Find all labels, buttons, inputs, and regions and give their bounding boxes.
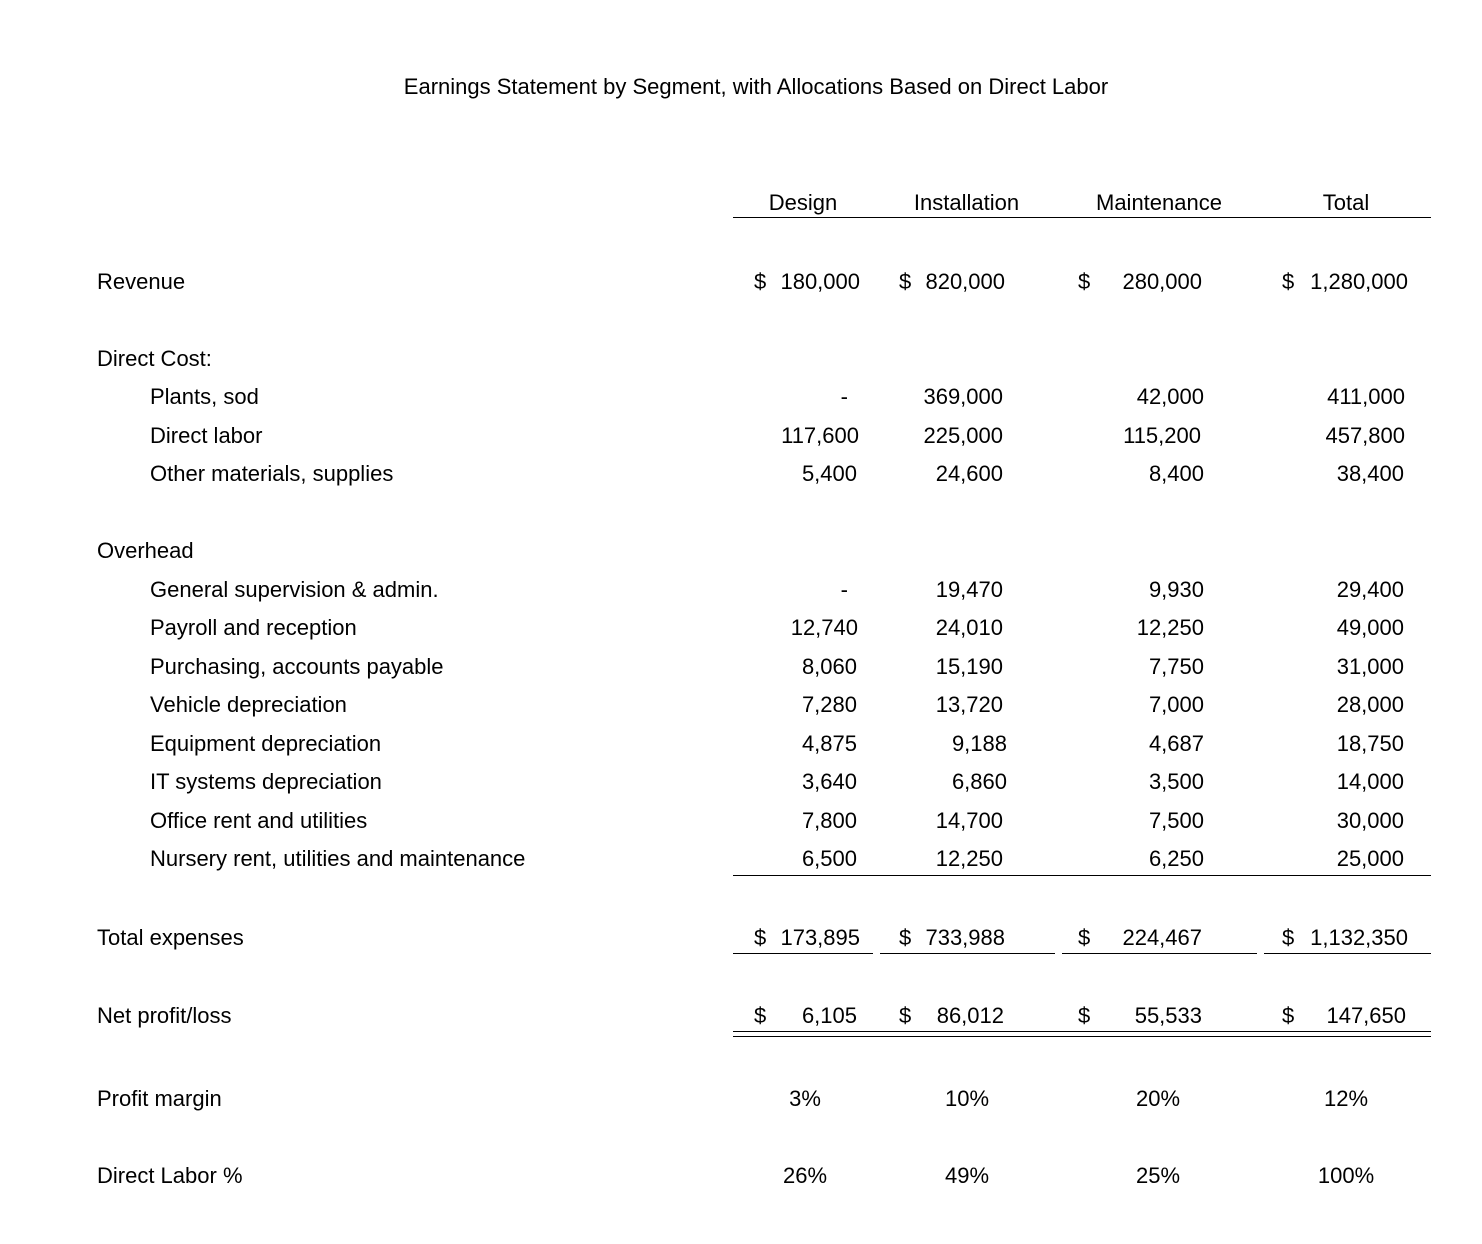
- cell-installation: 6,860: [951, 769, 1007, 794]
- currency-symbol: $: [754, 925, 767, 950]
- cell-installation: 24,600: [935, 461, 1003, 486]
- cell-maintenance: 12,250: [1136, 615, 1204, 640]
- double-underline-bottom: [733, 1036, 1431, 1037]
- cell-maintenance: 9,930: [1148, 577, 1204, 602]
- direct-labor-pct-total: 100%: [1317, 1163, 1375, 1188]
- cell-total: 14,000: [1336, 769, 1404, 794]
- cell-maintenance: 7,500: [1148, 808, 1204, 833]
- cell-total: 38,400: [1336, 461, 1404, 486]
- profit-margin-label: Profit margin: [97, 1086, 222, 1111]
- cell-design: 7,280: [801, 692, 857, 717]
- net-profit-total: 147,650: [1326, 1003, 1406, 1028]
- row-label-payroll: Payroll and reception: [150, 615, 357, 640]
- row-label-vehicle-depreciation: Vehicle depreciation: [150, 692, 347, 717]
- column-header-total: Total: [1322, 190, 1370, 215]
- cell-design: 12,740: [790, 615, 858, 640]
- revenue-label: Revenue: [97, 269, 186, 294]
- cell-installation: 225,000: [923, 423, 1003, 448]
- total-underline: [1264, 953, 1431, 954]
- cell-maintenance: 3,500: [1148, 769, 1204, 794]
- row-label-general-supervision: General supervision & admin.: [150, 577, 439, 602]
- currency-symbol: $: [899, 269, 912, 294]
- cell-maintenance: 6,250: [1148, 846, 1204, 871]
- cell-total: 25,000: [1336, 846, 1404, 871]
- cell-design: -: [840, 577, 848, 602]
- revenue-installation: 820,000: [925, 269, 1005, 294]
- cell-total: 411,000: [1327, 384, 1405, 409]
- currency-symbol: $: [1078, 925, 1091, 950]
- net-profit-design: 6,105: [801, 1003, 857, 1028]
- cell-installation: 15,190: [935, 654, 1003, 679]
- total-underline: [733, 953, 873, 954]
- cell-design: 3,640: [801, 769, 857, 794]
- currency-symbol: $: [1282, 269, 1295, 294]
- currency-symbol: $: [1282, 1003, 1295, 1028]
- profit-margin-maintenance: 20%: [1135, 1086, 1181, 1111]
- subtotal-rule: [733, 875, 1431, 876]
- cell-total: 457,800: [1325, 423, 1405, 448]
- cell-maintenance: 42,000: [1136, 384, 1204, 409]
- direct-labor-pct-installation: 49%: [944, 1163, 990, 1188]
- cell-installation: 369,000: [923, 384, 1003, 409]
- cell-design: 8,060: [801, 654, 857, 679]
- profit-margin-design: 3%: [789, 1086, 821, 1111]
- profit-margin-installation: 10%: [944, 1086, 990, 1111]
- total-underline: [880, 953, 1055, 954]
- row-label-office-rent: Office rent and utilities: [150, 808, 368, 833]
- cell-design: 6,500: [801, 846, 857, 871]
- cell-design: 7,800: [801, 808, 857, 833]
- cell-installation: 13,720: [935, 692, 1003, 717]
- column-header-design: Design: [768, 190, 838, 215]
- double-underline-top: [733, 1031, 1431, 1032]
- currency-symbol: $: [754, 269, 767, 294]
- total-expenses-label: Total expenses: [97, 925, 244, 950]
- currency-symbol: $: [1282, 925, 1295, 950]
- cell-total: 30,000: [1336, 808, 1404, 833]
- currency-symbol: $: [899, 1003, 912, 1028]
- revenue-design: 180,000: [780, 269, 860, 294]
- cell-design: 4,875: [801, 731, 857, 756]
- cell-total: 28,000: [1336, 692, 1404, 717]
- row-label-purchasing: Purchasing, accounts payable: [150, 654, 444, 679]
- header-underline: [733, 217, 1431, 218]
- cell-installation: 19,470: [935, 577, 1003, 602]
- page-title: Earnings Statement by Segment, with Allocations Based on Direct Labor: [403, 74, 1109, 99]
- cell-design: 117,600: [781, 423, 859, 448]
- column-header-installation: Installation: [913, 190, 1020, 215]
- row-label-it-depreciation: IT systems depreciation: [150, 769, 382, 794]
- cell-maintenance: 4,687: [1148, 731, 1204, 756]
- cell-total: 29,400: [1336, 577, 1404, 602]
- cell-maintenance: 8,400: [1148, 461, 1204, 486]
- direct-labor-pct-design: 26%: [782, 1163, 828, 1188]
- row-label-equipment-depreciation: Equipment depreciation: [150, 731, 382, 756]
- overhead-heading: Overhead: [97, 538, 194, 563]
- row-label-direct-labor: Direct labor: [150, 423, 263, 448]
- total-expenses-total: 1,132,350: [1310, 925, 1408, 950]
- total-expenses-maintenance: 224,467: [1122, 925, 1202, 950]
- cell-total: 31,000: [1336, 654, 1404, 679]
- row-label-plants-sod: Plants, sod: [150, 384, 259, 409]
- currency-symbol: $: [754, 1003, 767, 1028]
- net-profit-label: Net profit/loss: [97, 1003, 232, 1028]
- cell-total: 18,750: [1336, 731, 1404, 756]
- revenue-total: 1,280,000: [1310, 269, 1408, 294]
- profit-margin-total: 12%: [1323, 1086, 1369, 1111]
- direct-labor-pct-maintenance: 25%: [1135, 1163, 1181, 1188]
- currency-symbol: $: [1078, 1003, 1091, 1028]
- cell-installation: 24,010: [935, 615, 1003, 640]
- net-profit-installation: 86,012: [936, 1003, 1004, 1028]
- cell-installation: 12,250: [935, 846, 1003, 871]
- direct-labor-pct-label: Direct Labor %: [97, 1163, 243, 1188]
- net-profit-maintenance: 55,533: [1134, 1003, 1202, 1028]
- cell-total: 49,000: [1336, 615, 1404, 640]
- currency-symbol: $: [1078, 269, 1091, 294]
- currency-symbol: $: [899, 925, 912, 950]
- revenue-maintenance: 280,000: [1122, 269, 1202, 294]
- direct-cost-heading: Direct Cost:: [97, 346, 212, 371]
- total-underline: [1062, 953, 1257, 954]
- cell-installation: 14,700: [935, 808, 1003, 833]
- cell-maintenance: 7,000: [1148, 692, 1204, 717]
- total-expenses-installation: 733,988: [925, 925, 1005, 950]
- column-header-maintenance: Maintenance: [1096, 190, 1222, 215]
- row-label-nursery-rent: Nursery rent, utilities and maintenance: [150, 846, 526, 871]
- cell-maintenance: 115,200: [1123, 423, 1201, 448]
- cell-design: 5,400: [801, 461, 857, 486]
- cell-design: -: [840, 384, 848, 409]
- row-label-other-materials: Other materials, supplies: [150, 461, 394, 486]
- cell-maintenance: 7,750: [1148, 654, 1204, 679]
- cell-installation: 9,188: [951, 731, 1007, 756]
- total-expenses-design: 173,895: [780, 925, 860, 950]
